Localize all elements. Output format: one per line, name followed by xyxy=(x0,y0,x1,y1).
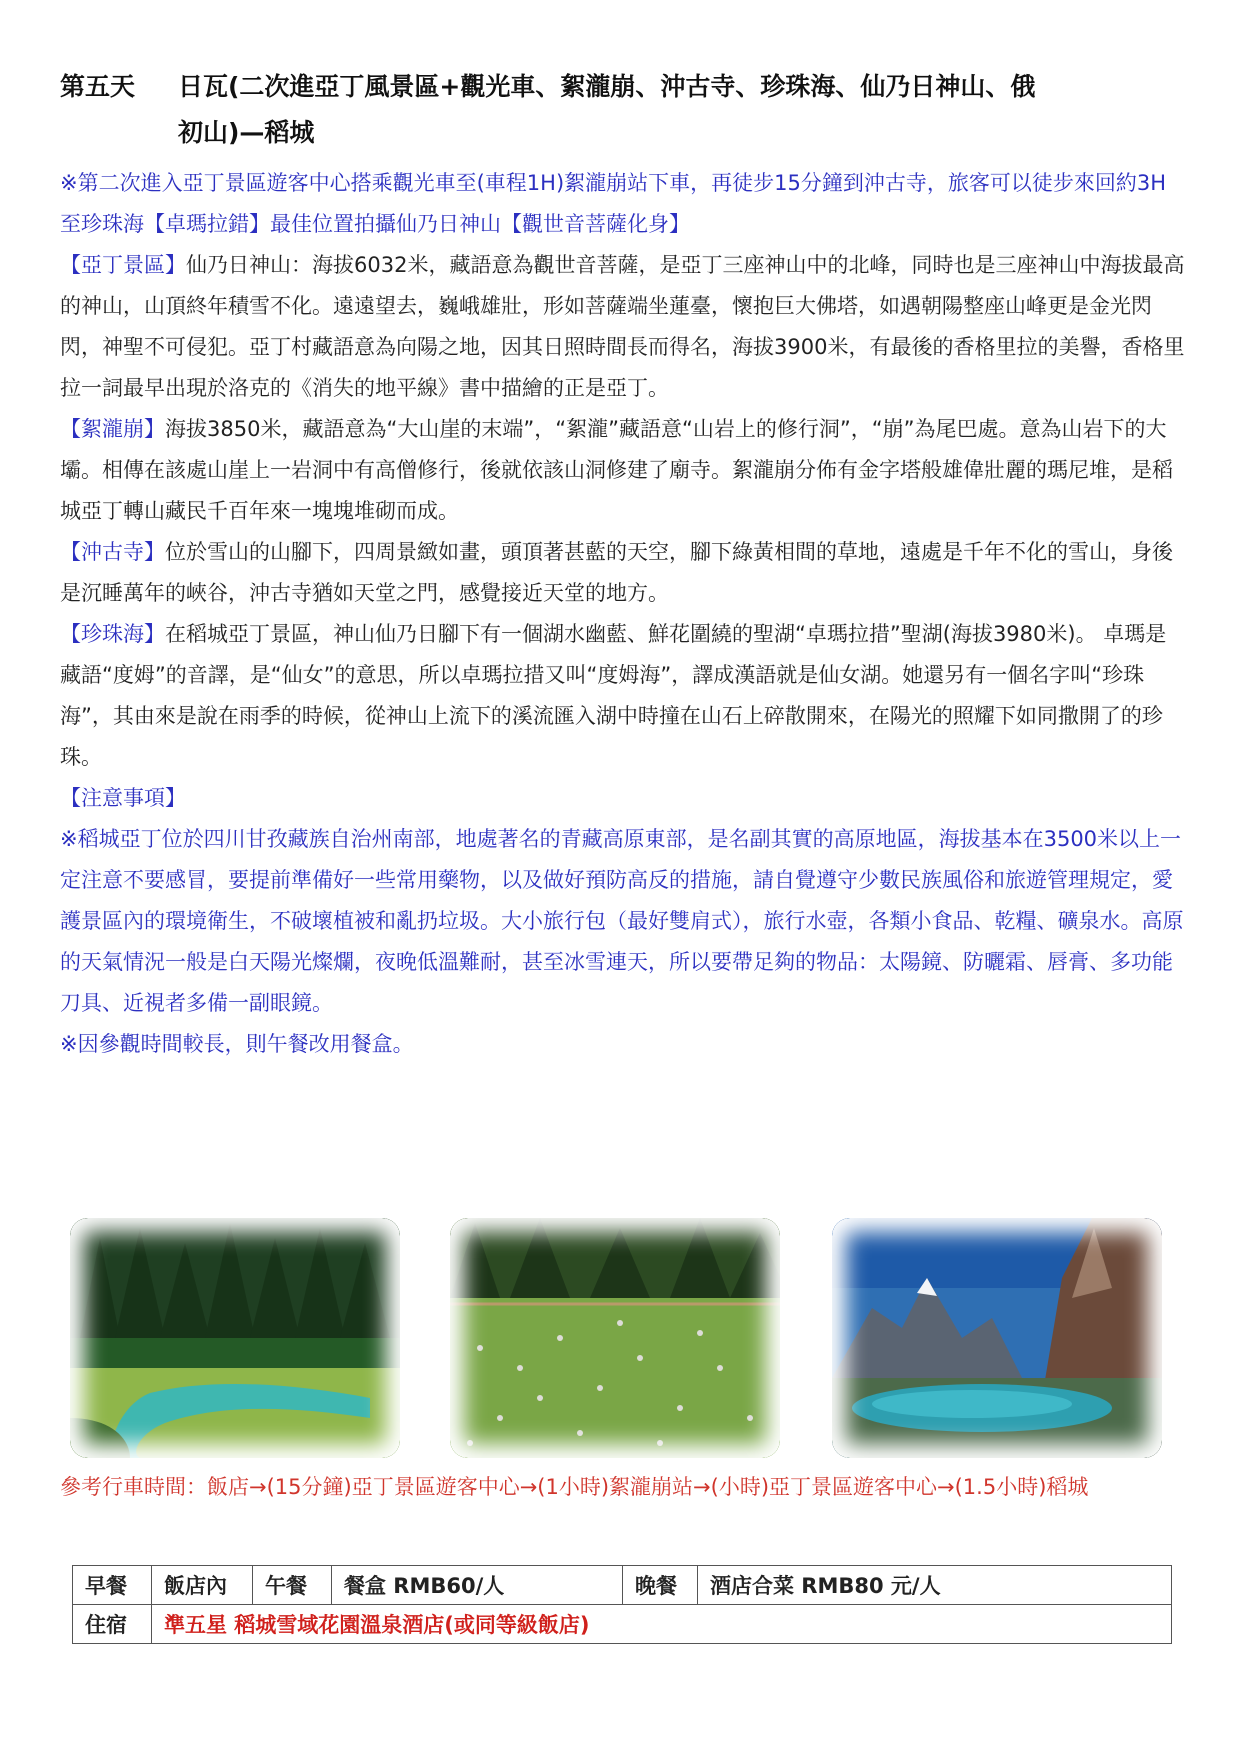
lunch-label: 午餐 xyxy=(253,1566,332,1605)
section-pearl-lake xyxy=(60,614,1185,778)
section-label: 【珍珠海】 xyxy=(60,622,165,646)
hotel-value: 準五星 稻城雪域花園溫泉酒店(或同等級飯店) xyxy=(152,1605,1172,1644)
intro-note: ※第二次進入亞丁景區遊客中心搭乘觀光車至(車程1H)絮瀧崩站下車，再徒步15分鐘到沖古寺，旅客可以徒步來回約3H至珍珠海【卓瑪拉錯】最佳位置拍攝仙乃日神山【觀世音菩薩化身】 xyxy=(60,171,1167,236)
section-text: 位於雪山的山腳下，四周景緻如畫，頭頂著甚藍的天空，腳下綠黃相間的草地，遠處是千年不化的雪山，身後是沉睡萬年的峽谷，沖古寺猶如天堂之門，感覺接近天堂的地方。 xyxy=(60,540,1173,605)
driving-time-reference: 參考行車時間：飯店→(15分鐘)亞丁景區遊客中心→(1小時)絮瀧崩站→(小時)亞丁景區遊客中心→(1.5小時)稻城 xyxy=(60,1475,1089,1499)
meal-and-hotel-table xyxy=(72,1565,1172,1644)
photo-strip xyxy=(70,1218,1180,1458)
dinner-value: 酒店合菜 RMB80 元/人 xyxy=(698,1566,1172,1605)
section-xulongbeng xyxy=(60,409,1185,532)
lunch-value: 餐盒 RMB60/人 xyxy=(332,1566,623,1605)
notes-item: ※稻城亞丁位於四川甘孜藏族自治州南部，地處著名的青藏高原東部，是名副其實的高原地區，海拔基本在3500米以上一定注意不要感冒，要提前準備好一些常用藥物，以及做好預防高反的措施，請自覺遵守少數民族風俗和旅遊管理規定，愛護景區內的環境衛生，不破壞植被和亂扔垃圾。大小旅行包（最好雙肩式），旅行水壺，各類小食品、乾糧、礦泉水。高原的天氣情況一般是白天陽光燦爛，夜晚低溫難耐，甚至冰雪連天，所以要帶足夠的物品：太陽鏡、防曬霜、唇膏、多功能刀具、近視者多備一副眼鏡。 xyxy=(60,827,1184,1015)
section-label: 【絮瀧崩】 xyxy=(60,417,165,441)
forest-river-photo xyxy=(70,1218,400,1458)
day-title-line-2: 初山)—稻城 xyxy=(178,118,315,147)
section-text: 海拔3850米，藏語意為“大山崖的末端”，“絮瀧”藏語意“山岩上的修行洞”，“崩”為尾巴處。意為山岩下的大壩。相傳在該處山崖上一岩洞中有高僧修行，後就依該山洞修建了廟寺。絮瀧崩分佈有金字塔般雄偉壯麗的瑪尼堆，是稻城亞丁轉山藏民千百年來一塊塊堆砌而成。 xyxy=(60,417,1173,523)
section-text: 在稻城亞丁景區，神山仙乃日腳下有一個湖水幽藍、鮮花圍繞的聖湖“卓瑪拉措”聖湖(海拔3980米)。 卓瑪是藏語“度姆”的音譯，是“仙女”的意思，所以卓瑪拉措又叫“度姆海”，譯成漢語就是仙女湖。她還另有一個名字叫“珍珠海”，其由來是說在雨季的時候，從神山上流下的溪流匯入湖中時撞在山石上碎散開來，在陽光的照耀下如同撒開了的珍珠。 xyxy=(60,622,1167,769)
notes-item: ※因參觀時間較長，則午餐改用餐盒。 xyxy=(60,1032,414,1056)
breakfast-value: 飯店內 xyxy=(152,1566,253,1605)
notes-heading: 【注意事項】 xyxy=(60,786,186,810)
meadow-flowers-photo xyxy=(450,1218,780,1458)
section-label: 【沖古寺】 xyxy=(60,540,165,564)
hotel-row xyxy=(73,1605,1172,1644)
hotel-label: 住宿 xyxy=(73,1605,152,1644)
section-chonggu-temple xyxy=(60,532,1185,614)
section-yading xyxy=(60,245,1185,409)
day-title-line-1: 日瓦(二次進亞丁風景區+觀光車、絮瀧崩、沖古寺、珍珠海、仙乃日神山、俄 xyxy=(178,72,1036,101)
day-description xyxy=(60,163,1185,1065)
dinner-label: 晚餐 xyxy=(623,1566,698,1605)
section-text: 仙乃日神山：海拔6032米，藏語意為觀世音菩薩，是亞丁三座神山中的北峰，同時也是三座神山中海拔最高的神山，山頂終年積雪不化。遠遠望去，巍峨雄壯，形如菩薩端坐蓮臺，懷抱巨大佛塔，如遇朝陽整座山峰更是金光閃閃，神聖不可侵犯。亞丁村藏語意為向陽之地，因其日照時間長而得名，海拔3900米，有最後的香格里拉的美譽，香格里拉一詞最早出現於洛克的《消失的地平線》書中描繪的正是亞丁。 xyxy=(60,253,1185,400)
section-label: 【亞丁景區】 xyxy=(60,253,186,277)
mountain-lake-photo xyxy=(832,1218,1162,1458)
day-number: 第五天 xyxy=(60,72,136,101)
meal-row xyxy=(73,1566,1172,1605)
breakfast-label: 早餐 xyxy=(73,1566,152,1605)
